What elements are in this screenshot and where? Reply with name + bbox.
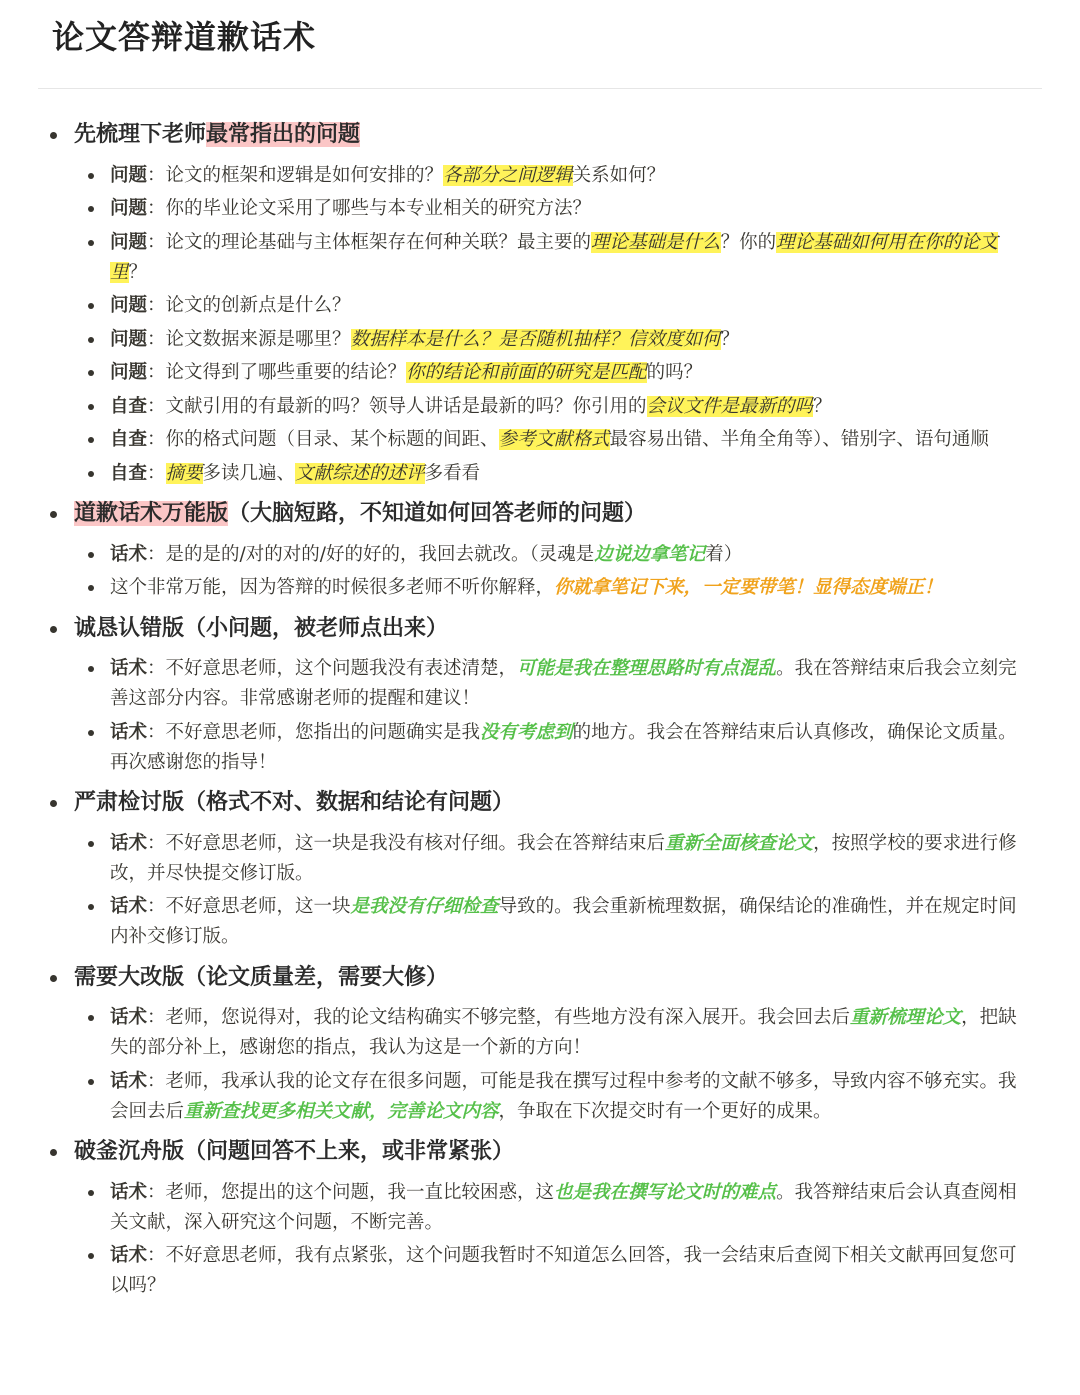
item-separator: ： <box>147 1007 166 1028</box>
item-text: 多看看 <box>424 462 481 484</box>
highlight-text: 会议文件是最新的吗 <box>646 395 814 417</box>
emphasis-text: 重新查找更多相关文献，完善论文内容 <box>184 1100 499 1122</box>
item-text: 的地方。我会在答辩结束后认真修改，确保论文质量。再次感谢您的指导！ <box>110 721 1017 773</box>
emphasis-text: 重新梳理论文 <box>850 1007 962 1028</box>
item-label: 话术 <box>110 1007 148 1028</box>
item-text: 是的是的/对的对的/好的好的，我回去就改。（灵魂是 <box>165 543 595 565</box>
bullet-icon <box>88 1253 94 1259</box>
outline <box>0 113 1080 1305</box>
item-text: ？你的 <box>720 231 777 253</box>
bullet-icon <box>50 626 57 633</box>
highlight-text: 文献综述的述评 <box>295 462 425 484</box>
item-separator: ： <box>147 1181 166 1203</box>
item-text: 文献引用的有最新的吗？领导人讲话是最新的吗？你引用的 <box>165 395 647 417</box>
title-divider <box>38 88 1042 89</box>
list-item <box>0 1003 1080 1063</box>
item-label: 问题 <box>110 231 148 253</box>
item-label: 自查 <box>110 462 148 484</box>
item-text: 论文的创新点是什么？ <box>165 295 351 316</box>
item-separator: ： <box>147 295 166 316</box>
item-text: 。我在答辩结束后我会立刻完善这部分内容。非常感谢老师的提醒和建议！ <box>110 658 1017 709</box>
item-text: ，把缺失的部分补上，感谢您的指点，我认为这是一个新的方向！ <box>110 1007 1017 1058</box>
item-text: 老师，您提出的这个问题，我一直比较困惑，这 <box>165 1181 555 1203</box>
item-separator: ： <box>147 328 166 350</box>
list-item <box>0 392 1080 422</box>
heading-text: 先梳理下老师 <box>74 122 207 147</box>
list-item <box>0 291 1080 321</box>
item-text: 的吗？ <box>646 362 703 383</box>
item-label: 话术 <box>110 1181 148 1203</box>
item-separator: ： <box>147 429 166 450</box>
bullet-icon <box>88 303 94 309</box>
heading-text: 诚恳认错版（小问题，被老师点出来） <box>74 615 449 641</box>
item-text: 这个非常万能，因为答辩的时候很多老师不听你解释， <box>110 577 555 598</box>
bullet-icon <box>88 552 94 558</box>
list-item <box>0 161 1080 191</box>
item-label: 话术 <box>110 1245 148 1266</box>
item-label: 自查 <box>110 429 148 450</box>
list-item <box>0 228 1080 288</box>
item-separator: ： <box>147 362 166 383</box>
section-heading <box>0 1130 1080 1174</box>
item-text: ，争取在下次提交时有一个更好的成果。 <box>498 1100 832 1122</box>
item-separator: ： <box>147 395 166 417</box>
item-text: 老师，我承认我的论文存在很多问题，可能是我在撰写过程中参考的文献不够多，导致内容不够充实。我会回去后 <box>110 1070 1017 1122</box>
highlight-text: 各部分之间逻辑 <box>443 164 573 186</box>
bullet-icon <box>88 585 94 591</box>
bullet-icon <box>88 437 94 443</box>
list-item <box>0 892 1080 952</box>
item-label: 问题 <box>110 295 148 316</box>
bullet-icon <box>50 800 57 807</box>
highlight-text: 参考文献格式 <box>498 429 610 450</box>
section-heading <box>0 781 1080 825</box>
bullet-icon <box>88 730 94 736</box>
list-item <box>0 325 1080 355</box>
list-item <box>0 573 1080 603</box>
heading-highlight: 最常指出的问题 <box>206 122 361 147</box>
item-text: ？ <box>128 261 148 283</box>
bullet-icon <box>88 1190 94 1196</box>
item-text: 不好意思老师，这个问题我没有表述清楚， <box>165 658 518 679</box>
highlight-text: 理论基础如何用在你的论文里 <box>110 231 999 283</box>
item-text: 不好意思老师，这一块是我没有核对仔细。我会在答辩结束后 <box>165 832 666 854</box>
section-heading <box>0 956 1080 1000</box>
list-item <box>0 1241 1080 1301</box>
heading-highlight: 道歉话术万能版 <box>74 501 229 526</box>
item-text: ？ <box>720 328 740 350</box>
item-label: 问题 <box>110 198 148 219</box>
list-item <box>0 829 1080 889</box>
section-heading <box>0 492 1080 536</box>
item-text: 论文的框架和逻辑是如何安排的？ <box>165 164 444 186</box>
item-text: 关系如何？ <box>572 164 666 186</box>
list-item <box>0 358 1080 388</box>
highlight-text: 摘要 <box>165 462 203 484</box>
item-text: 论文得到了哪些重要的结论？ <box>165 362 407 383</box>
item-separator: ： <box>147 1070 166 1092</box>
item-separator: ： <box>147 832 166 854</box>
item-text: ？ <box>813 395 832 417</box>
item-text: 不好意思老师，我有点紧张，这个问题我暂时不知道怎么回答，我一会结束后查阅下相关文献再回复您可以吗？ <box>110 1245 1017 1296</box>
bullet-icon <box>88 666 94 672</box>
bullet-icon <box>88 240 94 246</box>
emphasis-text: 可能是我在整理思路时有点混乱 <box>517 658 777 679</box>
heading-text: 破釜沉舟版（问题回答不上来，或非常紧张） <box>74 1139 515 1164</box>
highlight-text: 理论基础是什么 <box>591 231 721 253</box>
item-separator: ： <box>147 1245 166 1266</box>
list-item <box>0 459 1080 489</box>
item-text: 论文的理论基础与主体框架存在何种关联？最主要的 <box>165 231 592 253</box>
bullet-icon <box>88 337 94 343</box>
bullet-icon <box>88 206 94 212</box>
bullet-icon <box>88 841 94 847</box>
highlight-text: 数据样本是什么？是否随机抽样？信效度如何 <box>350 328 721 350</box>
emphasis-text: 重新全面核查论文 <box>665 832 814 854</box>
page-title: 论文答辩道歉话术 <box>52 18 317 56</box>
item-text: 你的格式问题（目录、某个标题的间距、 <box>165 429 499 450</box>
item-separator: ： <box>147 164 166 186</box>
emphasis-text: 你就拿笔记下来，一定要带笔！显得态度端正！ <box>554 577 943 598</box>
item-text: 老师，您说得对，我的论文结构确实不够完整，有些地方没有深入展开。我会回去后 <box>165 1007 851 1028</box>
item-separator: ： <box>147 198 166 219</box>
section-heading <box>0 113 1080 157</box>
bullet-icon <box>88 404 94 410</box>
bullet-icon <box>88 173 94 179</box>
bullet-icon <box>50 975 57 982</box>
bullet-icon <box>88 1015 94 1021</box>
item-label: 自查 <box>110 395 148 417</box>
item-label: 话术 <box>110 721 148 743</box>
bullet-icon <box>50 511 57 518</box>
item-separator: ： <box>147 896 166 917</box>
item-separator: ： <box>147 658 166 679</box>
item-text: 不好意思老师，您指出的问题确实是我 <box>165 721 481 743</box>
emphasis-text: 是我没有仔细检查 <box>350 896 499 917</box>
list-item <box>0 194 1080 224</box>
item-label: 问题 <box>110 164 148 186</box>
emphasis-text: 没有考虑到 <box>480 721 573 743</box>
heading-text: （大脑短路，不知道如何回答老师的问题） <box>228 501 647 526</box>
item-text: 。我答辩结束后会认真查阅相关文献，深入研究这个问题，不断完善。 <box>110 1181 1017 1233</box>
list-item <box>0 1067 1080 1127</box>
list-item <box>0 654 1080 714</box>
item-separator: ： <box>147 231 166 253</box>
item-label: 问题 <box>110 328 148 350</box>
list-item <box>0 718 1080 778</box>
bullet-icon <box>88 370 94 376</box>
emphasis-text: 也是我在撰写论文时的难点 <box>554 1181 777 1203</box>
list-item <box>0 425 1080 455</box>
item-label: 话术 <box>110 658 148 679</box>
item-text: ，按照学校的要求进行修改，并尽快提交修订版。 <box>110 832 1017 884</box>
item-separator: ： <box>147 721 166 743</box>
item-text: 多读几遍、 <box>202 462 296 484</box>
bullet-icon <box>50 1149 57 1156</box>
item-separator: ： <box>147 462 166 484</box>
item-label: 话术 <box>110 543 148 565</box>
item-text: 你的毕业论文采用了哪些与本专业相关的研究方法？ <box>165 198 592 219</box>
list-item <box>0 1178 1080 1238</box>
bullet-icon <box>50 132 57 139</box>
bullet-icon <box>88 471 94 477</box>
item-label: 问题 <box>110 362 148 383</box>
list-item <box>0 540 1080 570</box>
item-label: 话术 <box>110 896 148 917</box>
item-text: 不好意思老师，这一块 <box>165 896 351 917</box>
item-text: 最容易出错、半角全角等）、错别字、语句通顺 <box>609 429 989 450</box>
item-text: 论文数据来源是哪里？ <box>165 328 351 350</box>
bullet-icon <box>88 904 94 910</box>
heading-text: 需要大改版（论文质量差，需要大修） <box>74 964 449 990</box>
item-text: 着） <box>705 543 743 565</box>
highlight-text: 你的结论和前面的研究是匹配 <box>406 362 647 383</box>
bullet-icon <box>88 1079 94 1085</box>
item-label: 话术 <box>110 832 148 854</box>
item-separator: ： <box>147 543 166 565</box>
item-label: 话术 <box>110 1070 148 1092</box>
heading-text: 严肃检讨版（格式不对、数据和结论有问题） <box>74 790 515 815</box>
item-text: 导致的。我会重新梳理数据，确保结论的准确性，并在规定时间内补交修订版。 <box>110 896 1017 947</box>
emphasis-text: 边说边拿笔记 <box>594 543 706 565</box>
section-heading <box>0 607 1080 651</box>
